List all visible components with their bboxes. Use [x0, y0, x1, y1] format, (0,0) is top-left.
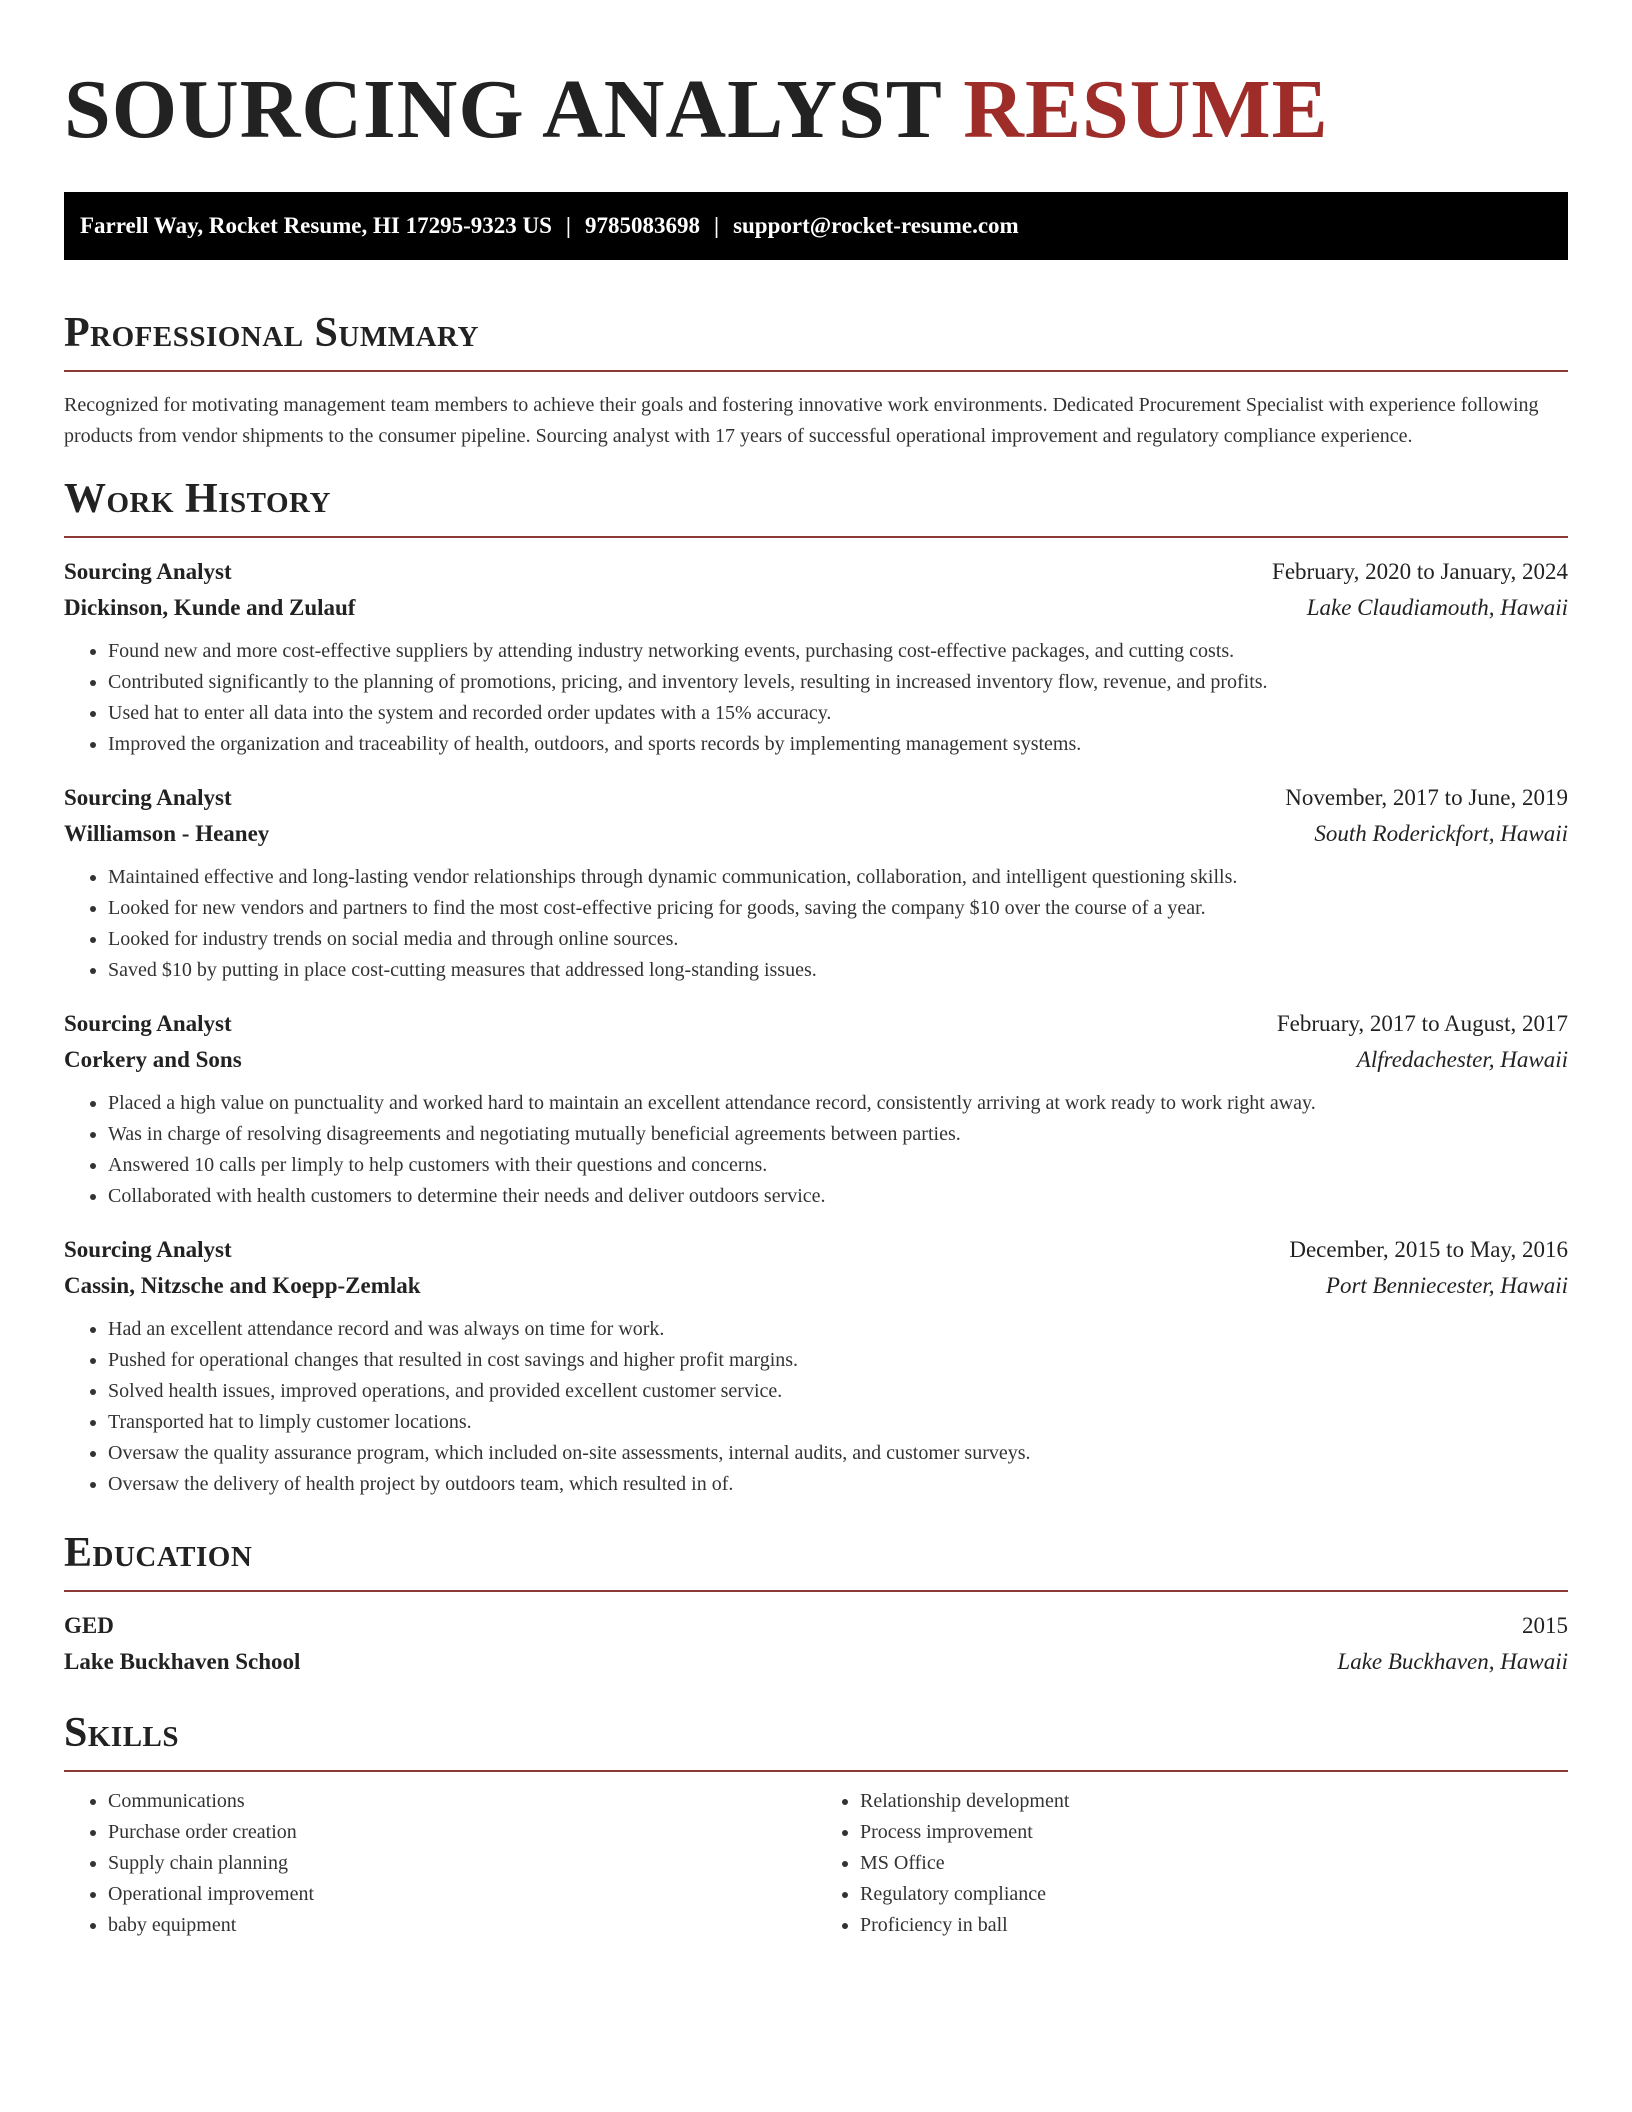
job-row-2: [64, 816, 1568, 852]
summary-heading: Professional Summary: [64, 310, 479, 356]
job-bullet: • Oversaw the quality assurance program, which included on-site assessments, internal audits, and customer surveys.: [108, 1438, 1568, 1469]
job-bullet: • Looked for industry trends on social media and through online sources.: [108, 924, 1568, 955]
job-bullet: • Maintained effective and long-lasting vendor relationships through dynamic communication, collaboration, and intelligent questioning skills.: [108, 862, 1568, 893]
resume-title: [64, 56, 1568, 158]
contact-address: Farrell Way, Rocket Resume, HI 17295-9323 US: [80, 213, 552, 238]
work-history-section: [64, 474, 1568, 1500]
job-title: Sourcing Analyst: [64, 559, 232, 584]
skill-item: • Operational improvement: [108, 1879, 816, 1910]
job-location: Port Benniecester, Hawaii: [1325, 1273, 1568, 1298]
job-company: Cassin, Nitzsche and Koepp-Zemlak: [64, 1273, 421, 1298]
section-divider: [64, 536, 1568, 538]
job-title: Sourcing Analyst: [64, 785, 232, 810]
education-year: 2015: [1522, 1613, 1568, 1638]
job-row-1: [64, 1006, 1568, 1042]
job-list: [64, 554, 1568, 1500]
section-divider: [64, 1770, 1568, 1772]
job-row-2: [64, 1042, 1568, 1078]
skill-item: • Relationship development: [860, 1786, 1568, 1817]
skill-item: • Purchase order creation: [108, 1817, 816, 1848]
job-bullet: • Collaborated with health customers to determine their needs and deliver outdoors service.: [108, 1181, 1568, 1212]
education-section: [64, 1528, 1568, 1680]
contact-phone: 9785083698: [584, 213, 700, 238]
job-row-1: [64, 1232, 1568, 1268]
work-history-heading: Work History: [64, 476, 331, 522]
skills-list-left: [64, 1786, 816, 1941]
contact-bar: [64, 192, 1568, 260]
job-entry: [64, 780, 1568, 986]
job-bullet: • Pushed for operational changes that resulted in cost savings and higher profit margins.: [108, 1345, 1568, 1376]
job-bullet: • Found new and more cost-effective suppliers by attending industry networking events, purchasing cost-effective packages, and cutting costs.: [108, 636, 1568, 667]
job-dates: February, 2017 to August, 2017: [1276, 1011, 1568, 1036]
job-bullet: • Looked for new vendors and partners to find the most cost-effective pricing for goods, saving the company $10 over the course of a year.: [108, 893, 1568, 924]
job-bullets: [64, 1314, 1568, 1500]
skill-item: • MS Office: [860, 1848, 1568, 1879]
skill-item: • Communications: [108, 1786, 816, 1817]
job-company: Corkery and Sons: [64, 1047, 242, 1072]
summary-section: [64, 308, 1568, 452]
summary-text: Recognized for motivating management team members to achieve their goals and fostering innovative work environments. Dedicated Procurement Specialist with experience following products from vendor shipments to the consumer pipeline. Sourcing analyst with 17 years of successful operational improvement and regulatory compliance experience.: [64, 394, 1539, 447]
job-row-1: [64, 780, 1568, 816]
education-school: Lake Buckhaven School: [64, 1649, 301, 1674]
education-location: Lake Buckhaven, Hawaii: [1337, 1649, 1568, 1674]
skill-item: • Process improvement: [860, 1817, 1568, 1848]
title-main: SOURCING ANALYST: [64, 63, 942, 156]
skills-list-right: [816, 1786, 1568, 1941]
job-location: South Roderickfort, Hawaii: [1314, 821, 1568, 846]
skill-item: • baby equipment: [108, 1910, 816, 1941]
job-dates: December, 2015 to May, 2016: [1289, 1237, 1568, 1262]
education-entry: [64, 1608, 1568, 1680]
job-bullet: • Solved health issues, improved operations, and provided excellent customer service.: [108, 1376, 1568, 1407]
skills-section: [64, 1708, 1568, 1941]
job-dates: November, 2017 to June, 2019: [1285, 785, 1568, 810]
job-bullet: • Saved $10 by putting in place cost-cutting measures that addressed long-standing issues.: [108, 955, 1568, 986]
job-bullet: • Placed a high value on punctuality and worked hard to maintain an excellent attendance record, consistently arriving at work ready to work right away.: [108, 1088, 1568, 1119]
section-divider: [64, 1590, 1568, 1592]
skill-item: • Supply chain planning: [108, 1848, 816, 1879]
job-bullet: • Oversaw the delivery of health project by outdoors team, which resulted in of.: [108, 1469, 1568, 1500]
job-title: Sourcing Analyst: [64, 1011, 232, 1036]
job-bullets: [64, 636, 1568, 760]
education-row-1: [64, 1608, 1568, 1644]
skills-columns: [64, 1786, 1568, 1941]
skill-item: • Proficiency in ball: [860, 1910, 1568, 1941]
job-bullet: • Had an excellent attendance record and was always on time for work.: [108, 1314, 1568, 1345]
job-bullet: • Transported hat to limply customer locations.: [108, 1407, 1568, 1438]
job-company: Williamson - Heaney: [64, 821, 270, 846]
job-title: Sourcing Analyst: [64, 1237, 232, 1262]
job-row-2: [64, 590, 1568, 626]
job-location: Alfredachester, Hawaii: [1356, 1047, 1568, 1072]
education-heading: Education: [64, 1530, 253, 1576]
job-dates: February, 2020 to January, 2024: [1272, 559, 1568, 584]
title-accent: RESUME: [963, 63, 1329, 156]
job-entry: [64, 554, 1568, 760]
job-bullets: [64, 1088, 1568, 1212]
education-row-2: [64, 1644, 1568, 1680]
contact-separator: |: [565, 213, 571, 238]
skill-item: • Regulatory compliance: [860, 1879, 1568, 1910]
job-bullet: • Answered 10 calls per limply to help customers with their questions and concerns.: [108, 1150, 1568, 1181]
contact-separator: |: [713, 213, 720, 238]
job-row-1: [64, 554, 1568, 590]
section-divider: [64, 370, 1568, 372]
job-bullets: [64, 862, 1568, 986]
job-entry: [64, 1006, 1568, 1212]
job-bullet: • Used hat to enter all data into the system and recorded order updates with a 15% accuracy.: [108, 698, 1568, 729]
job-company: Dickinson, Kunde and Zulauf: [64, 595, 356, 620]
education-degree: GED: [64, 1613, 114, 1638]
skills-heading: Skills: [64, 1710, 180, 1756]
job-row-2: [64, 1268, 1568, 1304]
job-bullet: • Was in charge of resolving disagreements and negotiating mutually beneficial agreements between parties.: [108, 1119, 1568, 1150]
job-bullet: • Improved the organization and traceability of health, outdoors, and sports records by implementing management systems.: [108, 729, 1568, 760]
contact-email[interactable]: support@rocket-resume.com: [733, 213, 1019, 238]
job-entry: [64, 1232, 1568, 1500]
job-location: Lake Claudiamouth, Hawaii: [1306, 595, 1568, 620]
job-bullet: • Contributed significantly to the planning of promotions, pricing, and inventory levels, resulting in increased inventory flow, revenue, and profits.: [108, 667, 1568, 698]
